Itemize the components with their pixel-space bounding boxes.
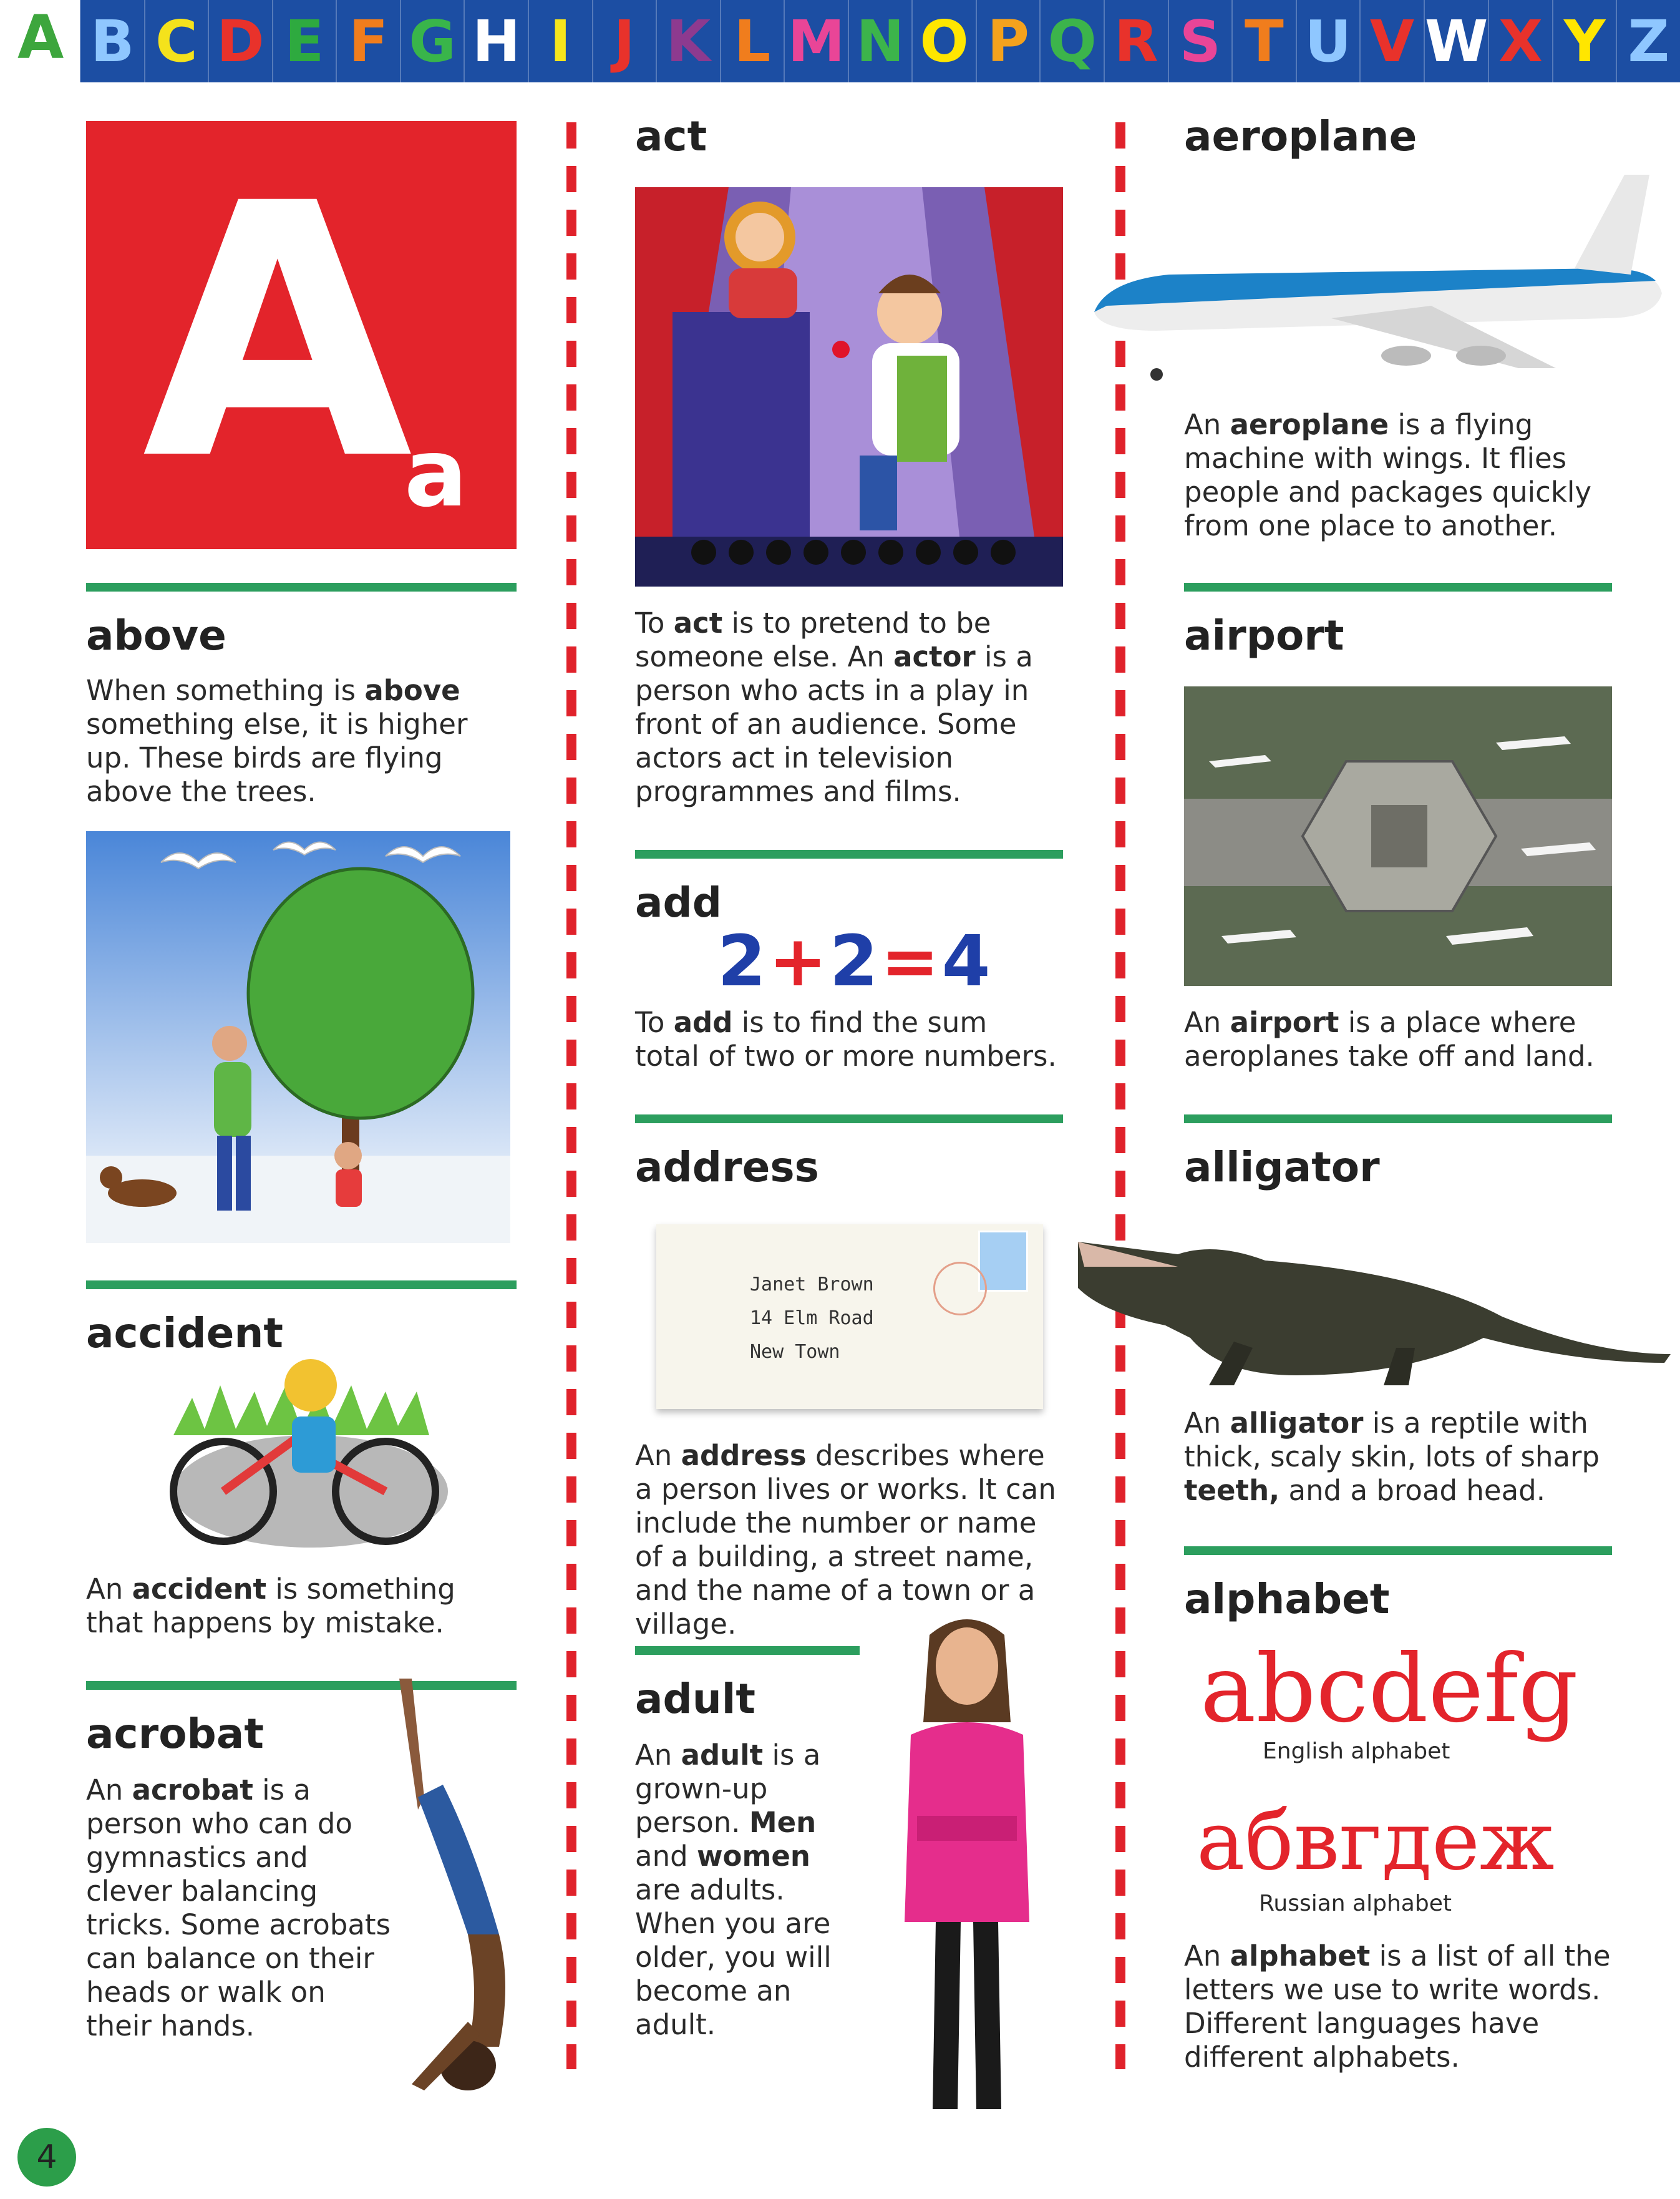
entry-title-address: address — [635, 1143, 819, 1191]
strip-letter-i: I — [528, 0, 592, 82]
strip-letter-g: G — [400, 0, 464, 82]
equation-term: 2 — [717, 921, 769, 1002]
strip-letter-m: M — [784, 0, 848, 82]
strip-letter-v: V — [1359, 0, 1424, 82]
equation-plus: + — [768, 921, 830, 1002]
strip-letter-b: B — [80, 0, 144, 82]
column-divider-right — [1115, 122, 1125, 2069]
column-divider-left — [566, 122, 576, 2069]
entry-title-aeroplane: aeroplane — [1184, 112, 1417, 160]
strip-letter-n: N — [848, 0, 912, 82]
divider-rule — [1184, 583, 1612, 592]
strip-letter-e: E — [272, 0, 336, 82]
divider-rule — [635, 850, 1063, 859]
entry-text-add: To add is to find the sum total of two or more numbers. — [635, 1006, 1057, 1073]
divider-rule — [1184, 1114, 1612, 1123]
alphabet-strip — [0, 0, 1680, 82]
entry-title-act: act — [635, 112, 707, 160]
strip-letter-l: L — [720, 0, 784, 82]
english-alphabet-caption: English alphabet — [1263, 1738, 1450, 1764]
russian-alphabet-caption: Russian alphabet — [1259, 1891, 1452, 1916]
strip-letter-bar — [80, 0, 1680, 82]
strip-letter-k: K — [656, 0, 720, 82]
postmark-icon — [933, 1262, 987, 1315]
big-letter-upper: A — [142, 130, 413, 537]
page-number-badge: 4 — [17, 2128, 76, 2187]
envelope-address — [750, 1268, 874, 1369]
english-alphabet-sample: abcdefg — [1200, 1635, 1578, 1743]
entry-text-act: To act is to pretend to be someone else. An actor is a person who acts in a play in front of an audience. Some actors act in television programmes and films. — [635, 607, 1033, 808]
strip-letter-d: D — [208, 0, 272, 82]
entry-text-airport: An airport is a place where aeroplanes take off and land. — [1184, 1006, 1595, 1073]
entry-title-add: add — [635, 879, 722, 927]
equation-result: 4 — [941, 921, 993, 1002]
strip-letter-p: P — [976, 0, 1040, 82]
equation-term: 2 — [829, 921, 881, 1002]
divider-rule — [1184, 1546, 1612, 1555]
alligator-photo — [1072, 1211, 1677, 1392]
strip-letter-q: Q — [1039, 0, 1104, 82]
above-illustration — [86, 831, 510, 1243]
acrobat-photo — [374, 1672, 524, 2103]
entry-title-above: above — [86, 612, 226, 660]
strip-current-letter: A — [17, 2, 64, 72]
strip-letter-c: C — [144, 0, 208, 82]
entry-title-airport: airport — [1184, 612, 1344, 660]
strip-letter-r: R — [1104, 0, 1168, 82]
entry-text-acrobat: An acrobat is a person who can do gymnastics and clever balancing tricks. Some acrobats can balance on their heads or walk on their hands. — [86, 1773, 391, 2042]
aeroplane-photo — [1082, 168, 1674, 393]
divider-rule — [86, 583, 517, 592]
strip-letter-w: W — [1424, 0, 1488, 82]
adult-photo — [873, 1610, 1061, 2128]
entry-text-adult: An adult is a grown-up person. Men and women are adults. When you are older, you will become an adult. — [635, 1738, 832, 2041]
address-line: Janet Brown — [750, 1274, 874, 1295]
accident-illustration — [167, 1348, 454, 1554]
entry-text-alligator: An alligator is a reptile with thick, scaly skin, lots of sharp teeth, and a broad head. — [1184, 1407, 1600, 1507]
entry-title-accident: accident — [86, 1309, 283, 1357]
entry-text-above: When something is above something else, it is higher up. These birds are flying above the trees. — [86, 674, 468, 808]
big-letter-tile — [86, 121, 517, 549]
add-equation — [717, 921, 993, 1002]
envelope-photo — [656, 1224, 1043, 1409]
airport-photo — [1184, 686, 1612, 986]
entry-title-adult: adult — [635, 1675, 755, 1723]
strip-letter-o: O — [911, 0, 976, 82]
strip-letter-u: U — [1296, 0, 1360, 82]
divider-rule — [86, 1280, 517, 1289]
strip-letter-f: F — [336, 0, 400, 82]
strip-letter-j: J — [592, 0, 656, 82]
divider-rule — [635, 1114, 1063, 1123]
strip-letter-y: Y — [1552, 0, 1616, 82]
equation-equals: = — [880, 921, 942, 1002]
entry-text-address: An address describes where a person lives or works. It can include the number or name of a building, a street name, and the name of a town or a village. — [635, 1439, 1056, 1641]
entry-text-accident: An accident is something that happens by mistake. — [86, 1572, 455, 1639]
strip-letter-h: H — [464, 0, 528, 82]
address-line: New Town — [750, 1341, 840, 1363]
entry-text-aeroplane: An aeroplane is a flying machine with wings. It flies people and packages quickly from one place to another. — [1184, 408, 1592, 542]
big-letter-lower: a — [404, 419, 468, 528]
entry-title-acrobat: acrobat — [86, 1710, 264, 1758]
act-illustration — [635, 187, 1063, 587]
address-line: 14 Elm Road — [750, 1307, 874, 1329]
entry-title-alphabet: alphabet — [1184, 1575, 1390, 1623]
strip-letter-s: S — [1168, 0, 1232, 82]
divider-rule — [635, 1646, 860, 1655]
russian-alphabet-sample: абвгдеж — [1197, 1793, 1555, 1888]
entry-text-alphabet: An alphabet is a list of all the letters we use to write words. Different languages have different alphabets. — [1184, 1939, 1611, 2074]
strip-letter-z: Z — [1616, 0, 1680, 82]
entry-title-alligator: alligator — [1184, 1143, 1380, 1191]
strip-letter-x: X — [1488, 0, 1552, 82]
strip-letter-t: T — [1231, 0, 1296, 82]
